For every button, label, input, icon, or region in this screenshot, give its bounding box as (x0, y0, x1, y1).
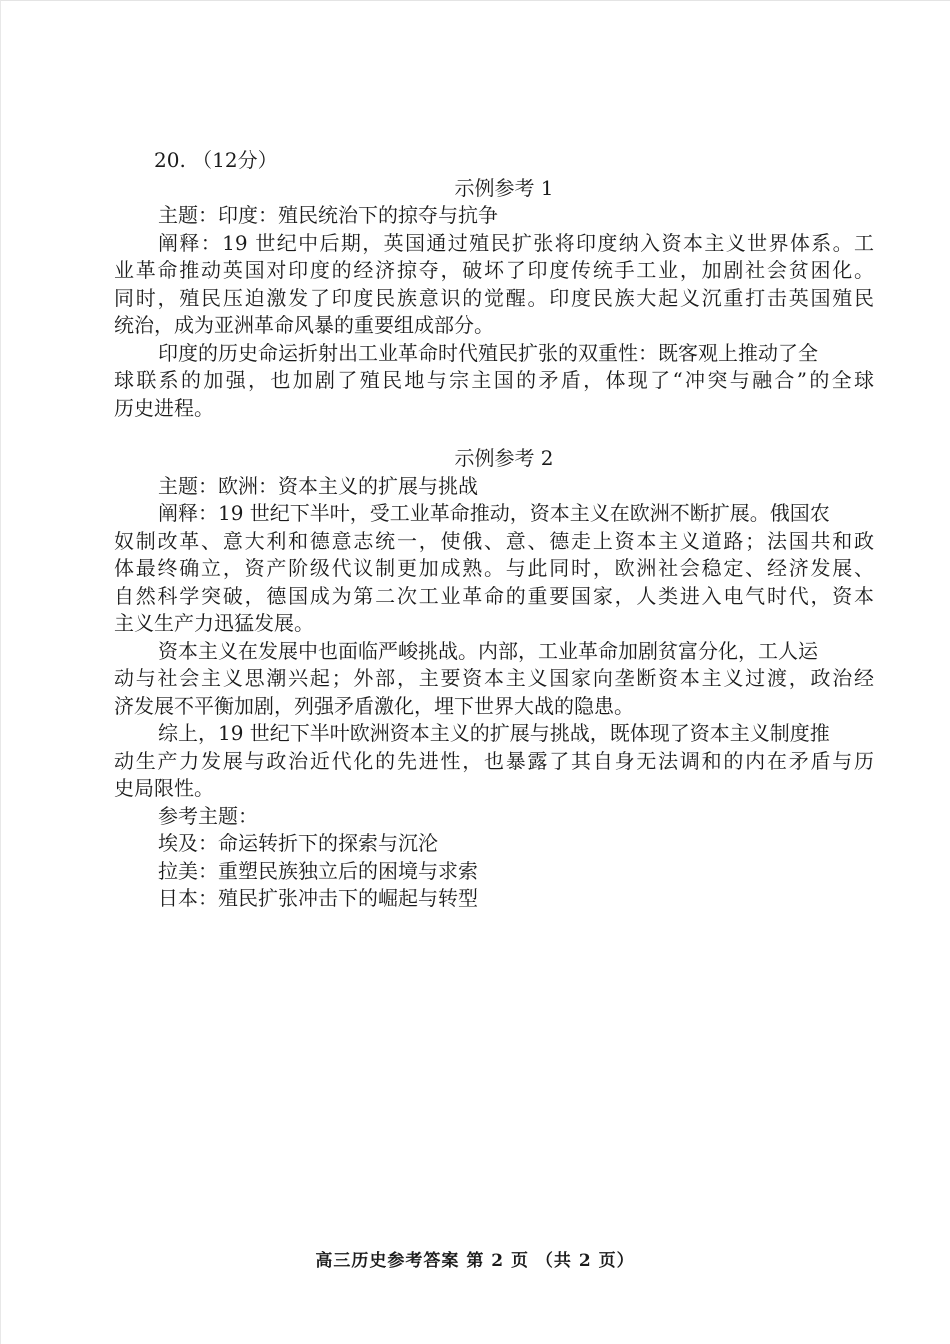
example-1-line: 同时，殖民压迫激发了印度民族意识的觉醒。印度民族大起义沉重打击英国殖民 (114, 285, 874, 310)
example-1-line: 业革命推动英国对印度的经济掠夺，破坏了印度传统手工业，加剧社会贫困化。 (114, 258, 874, 282)
reference-item: 埃及：命运转折下的探索与沉沦 (158, 831, 438, 855)
example-2-line: 自然科学突破，德国成为第二次工业革命的重要国家，人类进入电气时代，资本 (114, 583, 874, 608)
reference-item: 拉美：重塑民族独立后的困境与求索 (158, 858, 478, 883)
question-number: 20. （12分） (154, 148, 278, 172)
example-2-line: 奴制改革、意大利和德意志统一，使俄、意、德走上资本主义道路；法国共和政 (114, 528, 874, 553)
example-2-line: 体最终确立，资产阶级代议制更加成熟。与此同时，欧洲社会稳定、经济发展、 (114, 556, 874, 580)
answer-content (114, 147, 874, 913)
example-1-line: 统治，成为亚洲革命风暴的重要组成部分。 (114, 313, 494, 337)
reference-item: 日本：殖民扩张冲击下的崛起与转型 (158, 886, 478, 910)
example-2-heading: 示例参考 2 (454, 446, 554, 470)
example-2-line: 动生产力发展与政治近代化的先进性，也暴露了其自身无法调和的内在矛盾与历 (114, 748, 874, 773)
page-footer: 高三历史参考答案 第 2 页 （共 2 页） (315, 1251, 635, 1271)
example-1-line: 历史进程。 (114, 395, 214, 420)
example-1-theme: 主题：印度：殖民统治下的掠夺与抗争 (158, 203, 498, 227)
example-2-line: 动与社会主义思潮兴起；外部，主要资本主义国家向垄断资本主义过渡，政治经 (114, 666, 874, 690)
example-2-line: 史局限性。 (114, 776, 214, 800)
example-2-line: 主义生产力迅猛发展。 (114, 611, 314, 635)
example-2-line: 济发展不平衡加剧，列强矛盾激化，埋下世界大战的隐患。 (114, 693, 634, 718)
example-2-line: 综上，19 世纪下半叶欧洲资本主义的扩展与挑战，既体现了资本主义制度推 (158, 721, 830, 745)
example-1-line: 阐释：19 世纪中后期，英国通过殖民扩张将印度纳入资本主义世界体系。工 (158, 230, 874, 255)
example-1-line: 印度的历史命运折射出工业革命时代殖民扩张的双重性：既客观上推动了全 (158, 340, 818, 365)
reference-heading: 参考主题： (158, 803, 258, 828)
section-gap (114, 422, 874, 445)
example-2-theme: 主题：欧洲：资本主义的扩展与挑战 (158, 473, 478, 498)
example-2-line: 资本主义在发展中也面临严峻挑战。内部，工业革命加剧贫富分化，工人运 (158, 638, 818, 663)
example-1-heading: 示例参考 1 (454, 175, 554, 200)
example-1-line: 球联系的加强，也加剧了殖民地与宗主国的矛盾，体现了“冲突与融合”的全球 (114, 368, 874, 392)
example-2-line: 阐释：19 世纪下半叶，受工业革命推动，资本主义在欧洲不断扩展。俄国农 (158, 501, 830, 525)
